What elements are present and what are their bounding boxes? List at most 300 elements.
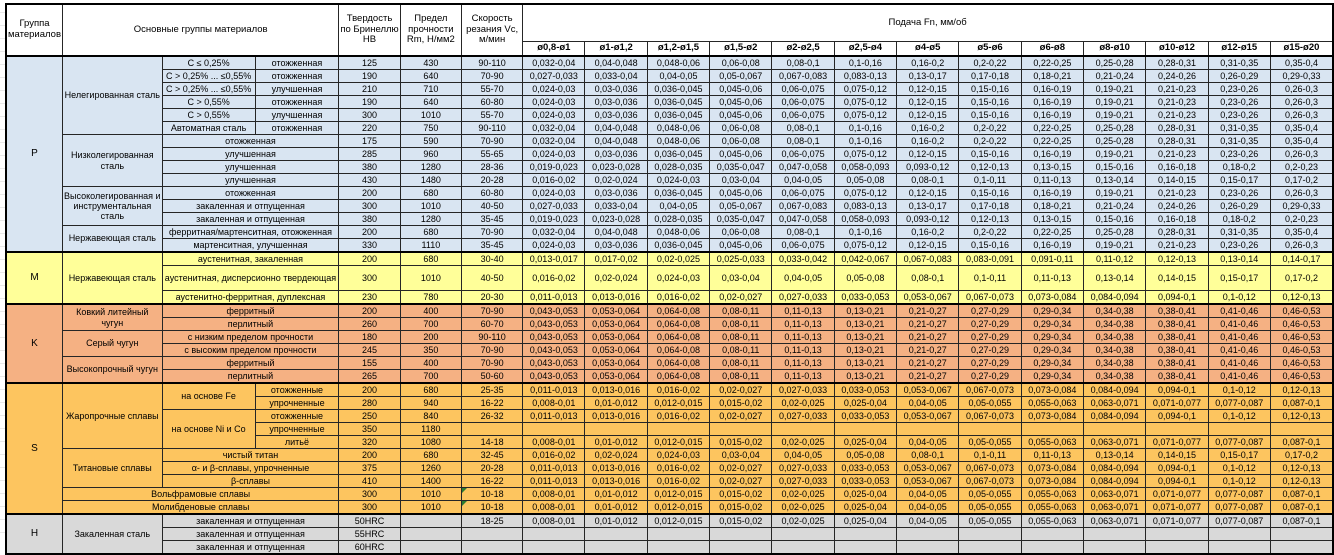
feed-cell[interactable]: 0,053-0,067 [897,462,959,475]
feed-cell[interactable]: 0,011-0,013 [523,291,585,305]
feed-cell[interactable]: 0,13-0,17 [897,200,959,213]
feed-cell[interactable]: 0,011-0,013 [523,475,585,488]
feed-cell[interactable]: 0,045-0,06 [710,148,772,161]
feed-cell[interactable]: 0,25-0,28 [1083,135,1145,148]
feed-cell[interactable]: 0,21-0,23 [1146,96,1208,109]
feed-cell[interactable]: 0,16-0,2 [897,122,959,135]
feed-cell[interactable]: 0,27-0,29 [959,331,1021,344]
feed-cell[interactable]: 0,027-0,033 [772,291,834,305]
feed-cell[interactable]: 0,073-0,084 [1021,462,1083,475]
feed-cell[interactable]: 0,08-0,1 [772,122,834,135]
hb-cell[interactable]: 210 [339,83,400,96]
feed-cell[interactable]: 0,15-0,17 [1208,449,1270,462]
feed-cell[interactable]: 0,23-0,26 [1208,83,1270,96]
feed-cell[interactable]: 0,04-0,048 [585,226,647,239]
state-cell[interactable]: перлитный [162,318,339,331]
feed-cell[interactable]: 0,12-0,15 [897,187,959,200]
feed-cell[interactable]: 0,063-0,071 [1083,436,1145,449]
feed-cell[interactable]: 0,41-0,46 [1208,318,1270,331]
feed-cell[interactable]: 0,26-0,3 [1270,96,1333,109]
feed-cell[interactable]: 0,043-0,053 [523,318,585,331]
vc-cell[interactable]: 90-110 [462,122,523,135]
rm-cell[interactable]: 1110 [400,239,461,253]
state-cell[interactable]: отожженная [162,187,339,200]
feed-cell[interactable]: 0,17-0,2 [1270,266,1333,291]
feed-cell[interactable]: 0,04-0,05 [897,436,959,449]
feed-cell[interactable]: 0,1-0,11 [959,174,1021,187]
hb-cell[interactable]: 200 [339,187,400,200]
feed-cell[interactable]: 0,084-0,094 [1083,462,1145,475]
feed-cell[interactable]: 0,15-0,16 [959,109,1021,122]
diameter-header-cell[interactable]: ø2,5-ø4 [834,42,896,57]
rm-cell[interactable]: 680 [400,449,461,462]
feed-cell[interactable] [1083,423,1145,436]
feed-cell[interactable]: 0,46-0,53 [1270,318,1333,331]
feed-cell[interactable]: 0,27-0,29 [959,344,1021,357]
feed-cell[interactable]: 0,013-0,016 [585,462,647,475]
feed-cell[interactable]: 0,027-0,033 [772,462,834,475]
feed-cell[interactable]: 0,12-0,13 [1146,252,1208,266]
feed-cell[interactable]: 0,26-0,3 [1270,187,1333,200]
feed-cell[interactable]: 0,08-0,11 [710,344,772,357]
vc-cell[interactable] [462,423,523,436]
feed-cell[interactable]: 0,024-0,03 [523,239,585,253]
feed-cell[interactable]: 0,29-0,34 [1021,331,1083,344]
feed-cell[interactable]: 0,015-0,02 [710,436,772,449]
diameter-header-cell[interactable]: ø0,8-ø1 [523,42,585,57]
feed-cell[interactable]: 0,02-0,025 [772,436,834,449]
material-cell[interactable]: Серый чугун [63,331,163,357]
feed-cell[interactable]: 0,067-0,083 [772,200,834,213]
vc-cell[interactable]: 20-30 [462,291,523,305]
state-cell[interactable]: отожженные [255,383,339,397]
feed-cell[interactable]: 0,024-0,03 [647,174,709,187]
feed-cell[interactable]: 0,033-0,04 [585,200,647,213]
feed-cell[interactable]: 0,16-0,19 [1021,109,1083,122]
feed-cell[interactable]: 0,28-0,31 [1146,135,1208,148]
state-cell[interactable]: улучшенная [255,83,339,96]
feed-cell[interactable]: 0,053-0,064 [585,357,647,370]
hb-cell[interactable]: 190 [339,96,400,109]
feed-cell[interactable]: 0,042-0,067 [834,252,896,266]
feed-cell[interactable]: 0,08-0,1 [897,174,959,187]
subtype-cell[interactable]: на основе Ni и Co [162,410,255,449]
feed-cell[interactable]: 0,21-0,24 [1083,70,1145,83]
feed-cell[interactable]: 0,075-0,12 [834,239,896,253]
feed-cell[interactable]: 0,29-0,34 [1021,370,1083,384]
feed-cell[interactable]: 0,04-0,05 [897,488,959,501]
material-cell[interactable]: Низколегированная сталь [63,135,163,187]
feed-cell[interactable]: 0,016-0,02 [647,383,709,397]
vc-cell[interactable]: 70-90 [462,226,523,239]
hb-cell[interactable]: 155 [339,357,400,370]
feed-cell[interactable]: 0,053-0,064 [585,344,647,357]
feed-cell[interactable]: 0,013-0,017 [523,252,585,266]
feed-cell[interactable]: 0,46-0,53 [1270,370,1333,384]
feed-cell[interactable]: 0,12-0,15 [897,96,959,109]
feed-cell[interactable]: 0,14-0,15 [1146,266,1208,291]
feed-cell[interactable]: 0,01-0,012 [585,488,647,501]
hb-cell[interactable]: 380 [339,213,400,226]
feed-cell[interactable]: 0,19-0,21 [1083,148,1145,161]
feed-cell[interactable]: 0,016-0,02 [647,462,709,475]
feed-cell[interactable]: 0,073-0,084 [1021,383,1083,397]
feed-cell[interactable]: 0,071-0,077 [1146,436,1208,449]
subtype-cell[interactable]: C ≤ 0,25% [162,56,255,70]
feed-cell[interactable]: 0,083-0,13 [834,70,896,83]
feed-cell[interactable]: 0,032-0,04 [523,226,585,239]
feed-cell[interactable]: 0,043-0,053 [523,331,585,344]
feed-cell[interactable] [585,423,647,436]
feed-cell[interactable] [772,541,834,555]
feed-cell[interactable]: 0,094-0,1 [1146,475,1208,488]
feed-cell[interactable]: 0,15-0,16 [959,187,1021,200]
hb-cell[interactable]: 245 [339,344,400,357]
hb-cell[interactable]: 280 [339,397,400,410]
feed-cell[interactable]: 0,17-0,18 [959,70,1021,83]
feed-cell[interactable]: 0,15-0,17 [1208,266,1270,291]
feed-cell[interactable]: 0,21-0,23 [1146,187,1208,200]
feed-cell[interactable]: 0,048-0,06 [647,56,709,70]
feed-cell[interactable] [834,528,896,541]
hb-cell[interactable]: 320 [339,436,400,449]
material-cell[interactable]: Нержавеющая сталь [63,252,163,304]
vc-cell[interactable]: 70-90 [462,135,523,148]
group-cell[interactable]: M [6,252,63,304]
feed-cell[interactable]: 0,29-0,34 [1021,357,1083,370]
feed-cell[interactable]: 0,1-0,16 [834,122,896,135]
feed-cell[interactable]: 0,16-0,18 [1146,161,1208,174]
material-cell[interactable]: Ковкий литейный чугун [63,304,163,331]
feed-cell[interactable]: 0,053-0,064 [585,304,647,318]
feed-cell[interactable]: 0,024-0,03 [523,96,585,109]
feed-cell[interactable]: 0,03-0,036 [585,148,647,161]
feed-cell[interactable]: 0,055-0,063 [1021,514,1083,528]
subtype-cell[interactable]: C > 0,25% ... ≤0,55% [162,70,255,83]
feed-cell[interactable]: 0,036-0,045 [647,96,709,109]
vc-cell[interactable]: 50-60 [462,370,523,384]
vc-cell[interactable]: 18-25 [462,514,523,528]
vc-cell[interactable]: 60-80 [462,96,523,109]
feed-cell[interactable]: 0,033-0,053 [834,475,896,488]
feed-cell[interactable]: 0,084-0,094 [1083,291,1145,305]
feed-cell[interactable]: 0,18-0,21 [1021,200,1083,213]
subtype-cell[interactable]: на основе Fe [162,383,255,410]
feed-cell[interactable]: 0,1-0,12 [1208,462,1270,475]
feed-cell[interactable]: 0,03-0,04 [710,266,772,291]
state-cell[interactable]: аустенитная, закаленная [162,252,339,266]
feed-cell[interactable]: 0,16-0,19 [1021,83,1083,96]
vc-cell[interactable]: 90-110 [462,56,523,70]
feed-cell[interactable]: 0,02-0,025 [772,488,834,501]
feed-cell[interactable]: 0,2-0,23 [1270,213,1333,226]
rm-cell[interactable]: 400 [400,304,461,318]
feed-cell[interactable]: 0,03-0,04 [710,174,772,187]
feed-cell[interactable]: 0,084-0,094 [1083,383,1145,397]
feed-cell[interactable]: 0,017-0,02 [585,252,647,266]
rm-cell[interactable] [400,528,461,541]
feed-cell[interactable]: 0,46-0,53 [1270,344,1333,357]
feed-cell[interactable] [710,541,772,555]
feed-cell[interactable]: 0,46-0,53 [1270,357,1333,370]
feed-cell[interactable]: 0,013-0,016 [585,291,647,305]
feed-cell[interactable]: 0,14-0,15 [1146,174,1208,187]
feed-cell[interactable]: 0,16-0,19 [1021,148,1083,161]
state-cell[interactable]: закаленная и отпущенная [162,541,339,555]
hb-cell[interactable]: 300 [339,200,400,213]
feed-cell[interactable]: 0,06-0,08 [710,122,772,135]
feed-cell[interactable]: 0,04-0,05 [647,200,709,213]
vc-cell[interactable]: 90-110 [462,331,523,344]
feed-cell[interactable]: 0,05-0,055 [959,514,1021,528]
feed-cell[interactable]: 0,024-0,03 [523,83,585,96]
feed-cell[interactable] [1021,541,1083,555]
feed-cell[interactable]: 0,34-0,38 [1083,318,1145,331]
diameter-header-cell[interactable]: ø4-ø5 [897,42,959,57]
feed-cell[interactable]: 0,071-0,077 [1146,514,1208,528]
feed-cell[interactable]: 0,055-0,063 [1021,397,1083,410]
feed-cell[interactable]: 0,05-0,055 [959,397,1021,410]
feed-cell[interactable] [1021,423,1083,436]
feed-cell[interactable]: 0,21-0,27 [897,318,959,331]
rm-cell[interactable]: 750 [400,122,461,135]
vc-cell[interactable]: 10-18 [462,488,523,501]
feed-cell[interactable]: 0,05-0,055 [959,436,1021,449]
feed-cell[interactable]: 0,21-0,24 [1083,200,1145,213]
feed-cell[interactable] [523,423,585,436]
feed-cell[interactable]: 0,094-0,1 [1146,383,1208,397]
feed-cell[interactable]: 0,04-0,05 [772,174,834,187]
hb-cell[interactable]: 50HRC [339,514,400,528]
feed-cell[interactable]: 0,01-0,012 [585,501,647,515]
feed-cell[interactable]: 0,15-0,16 [1083,213,1145,226]
feed-cell[interactable]: 0,015-0,02 [710,501,772,515]
vc-cell[interactable]: 70-90 [462,70,523,83]
feed-cell[interactable]: 0,025-0,04 [834,397,896,410]
feed-cell[interactable]: 0,11-0,13 [1021,174,1083,187]
feed-cell[interactable]: 0,055-0,063 [1021,488,1083,501]
feed-cell[interactable]: 0,16-0,2 [897,226,959,239]
hb-cell[interactable]: 220 [339,122,400,135]
feed-cell[interactable]: 0,02-0,027 [710,291,772,305]
vc-cell[interactable]: 55-65 [462,148,523,161]
feed-cell[interactable]: 0,22-0,25 [1021,122,1083,135]
feed-cell[interactable]: 0,22-0,25 [1021,226,1083,239]
feed-cell[interactable]: 0,016-0,02 [647,410,709,423]
feed-cell[interactable]: 0,087-0,1 [1270,514,1333,528]
material-cell[interactable]: Молибденовые сплавы [63,501,339,515]
material-cell[interactable]: Титановые сплавы [63,449,163,488]
feed-cell[interactable]: 0,073-0,084 [1021,475,1083,488]
feed-cell[interactable]: 0,087-0,1 [1270,397,1333,410]
feed-cell[interactable] [1083,528,1145,541]
feed-cell[interactable]: 0,11-0,13 [1021,266,1083,291]
feed-cell[interactable]: 0,16-0,19 [1021,96,1083,109]
feed-cell[interactable]: 0,05-0,08 [834,174,896,187]
feed-cell[interactable]: 0,01-0,012 [585,436,647,449]
material-cell[interactable]: Высокопрочный чугун [63,357,163,384]
feed-cell[interactable]: 0,11-0,13 [772,304,834,318]
feed-cell[interactable]: 0,073-0,084 [1021,291,1083,305]
feed-cell[interactable]: 0,16-0,19 [1021,239,1083,253]
vc-cell[interactable]: 35-45 [462,239,523,253]
feed-cell[interactable]: 0,02-0,025 [647,252,709,266]
feed-cell[interactable]: 0,12-0,13 [1270,383,1333,397]
feed-cell[interactable]: 0,043-0,053 [523,304,585,318]
feed-cell[interactable]: 0,077-0,087 [1208,436,1270,449]
feed-cell[interactable]: 0,17-0,2 [1270,174,1333,187]
hb-cell[interactable]: 285 [339,148,400,161]
feed-cell[interactable]: 0,064-0,08 [647,344,709,357]
feed-cell[interactable]: 0,29-0,34 [1021,304,1083,318]
feed-cell[interactable] [772,528,834,541]
feed-cell[interactable]: 0,058-0,093 [834,213,896,226]
feed-cell[interactable]: 0,11-0,13 [1021,449,1083,462]
feed-cell[interactable]: 0,06-0,08 [710,135,772,148]
feed-cell[interactable]: 0,01-0,012 [585,514,647,528]
feed-cell[interactable]: 0,21-0,27 [897,370,959,384]
feed-cell[interactable] [647,528,709,541]
feed-cell[interactable]: 0,29-0,33 [1270,200,1333,213]
feed-cell[interactable]: 0,1-0,16 [834,135,896,148]
feed-cell[interactable]: 0,2-0,22 [959,226,1021,239]
feed-cell[interactable]: 0,2-0,22 [959,135,1021,148]
feed-cell[interactable]: 0,06-0,075 [772,187,834,200]
hb-cell[interactable]: 375 [339,462,400,475]
feed-cell[interactable]: 0,12-0,13 [1270,410,1333,423]
feed-cell[interactable]: 0,015-0,02 [710,397,772,410]
feed-cell[interactable]: 0,011-0,013 [523,383,585,397]
feed-cell[interactable]: 0,027-0,033 [523,70,585,83]
feed-cell[interactable]: 0,21-0,23 [1146,239,1208,253]
feed-cell[interactable]: 0,25-0,28 [1083,56,1145,70]
feed-cell[interactable]: 0,008-0,01 [523,397,585,410]
feed-cell[interactable]: 0,033-0,053 [834,291,896,305]
rm-cell[interactable]: 700 [400,370,461,384]
feed-cell[interactable]: 0,075-0,12 [834,83,896,96]
feed-cell[interactable]: 0,02-0,027 [710,410,772,423]
feed-cell[interactable] [1146,423,1208,436]
feed-cell[interactable]: 0,058-0,093 [834,161,896,174]
state-cell[interactable]: аустенитная, дисперсионно твердеющая [162,266,339,291]
feed-cell[interactable]: 0,084-0,094 [1083,475,1145,488]
feed-cell[interactable]: 0,013-0,016 [585,410,647,423]
feed-cell[interactable]: 0,28-0,31 [1146,56,1208,70]
subtype-cell[interactable]: C > 0,25% ... ≤0,55% [162,83,255,96]
feed-cell[interactable]: 0,05-0,067 [710,70,772,83]
state-cell[interactable]: улучшенная [255,109,339,122]
feed-cell[interactable]: 0,11-0,13 [772,357,834,370]
rm-cell[interactable]: 1010 [400,266,461,291]
rm-cell[interactable] [400,541,461,555]
feed-cell[interactable]: 0,047-0,058 [772,213,834,226]
feed-cell[interactable]: 0,12-0,13 [1270,475,1333,488]
feed-cell[interactable] [959,528,1021,541]
feed-cell[interactable]: 0,023-0,028 [585,161,647,174]
feed-cell[interactable]: 0,38-0,41 [1146,344,1208,357]
feed-cell[interactable]: 0,34-0,38 [1083,331,1145,344]
feed-cell[interactable]: 0,027-0,033 [772,383,834,397]
feed-cell[interactable]: 0,06-0,075 [772,109,834,122]
vc-cell[interactable]: 25-35 [462,383,523,397]
vc-cell[interactable]: 26-32 [462,410,523,423]
rm-cell[interactable]: 680 [400,252,461,266]
rm-cell[interactable]: 1080 [400,436,461,449]
feed-cell[interactable]: 0,02-0,025 [772,514,834,528]
feed-cell[interactable]: 0,04-0,05 [772,266,834,291]
feed-cell[interactable]: 0,053-0,067 [897,410,959,423]
feed-cell[interactable]: 0,015-0,02 [710,488,772,501]
feed-cell[interactable]: 0,045-0,06 [710,239,772,253]
feed-cell[interactable]: 0,08-0,1 [897,266,959,291]
feed-cell[interactable]: 0,15-0,16 [959,239,1021,253]
feed-cell[interactable] [1208,423,1270,436]
feed-cell[interactable]: 0,093-0,12 [897,161,959,174]
feed-cell[interactable]: 0,12-0,15 [897,83,959,96]
feed-cell[interactable]: 0,025-0,04 [834,436,896,449]
feed-cell[interactable]: 0,036-0,045 [647,83,709,96]
feed-cell[interactable]: 0,34-0,38 [1083,304,1145,318]
vc-cell[interactable]: 20-28 [462,462,523,475]
state-cell[interactable]: отожженная [255,96,339,109]
state-cell[interactable]: отожженная [255,122,339,135]
feed-cell[interactable]: 0,1-0,12 [1208,410,1270,423]
group-cell[interactable]: K [6,304,63,383]
state-cell[interactable]: ферритный [162,357,339,370]
feed-cell[interactable]: 0,025-0,04 [834,501,896,515]
feed-cell[interactable]: 0,067-0,083 [772,70,834,83]
feed-cell[interactable]: 0,043-0,053 [523,344,585,357]
feed-cell[interactable]: 0,38-0,41 [1146,357,1208,370]
rm-cell[interactable]: 1180 [400,423,461,436]
feed-cell[interactable] [1270,528,1333,541]
rm-cell[interactable]: 590 [400,135,461,148]
feed-cell[interactable]: 0,03-0,036 [585,239,647,253]
feed-cell[interactable]: 0,08-0,1 [897,449,959,462]
feed-cell[interactable]: 0,043-0,053 [523,370,585,384]
feed-cell[interactable]: 0,024-0,03 [647,266,709,291]
feed-cell[interactable]: 0,29-0,33 [1270,70,1333,83]
feed-cell[interactable]: 0,025-0,033 [710,252,772,266]
feed-cell[interactable]: 0,008-0,01 [523,436,585,449]
feed-cell[interactable]: 0,077-0,087 [1208,397,1270,410]
hb-cell[interactable]: 200 [339,304,400,318]
feed-cell[interactable]: 0,08-0,1 [772,135,834,148]
feed-cell[interactable]: 0,21-0,27 [897,331,959,344]
feed-cell[interactable]: 0,12-0,15 [897,109,959,122]
feed-cell[interactable]: 0,28-0,31 [1146,122,1208,135]
feed-cell[interactable]: 0,13-0,21 [834,318,896,331]
feed-cell[interactable]: 0,13-0,15 [1021,161,1083,174]
feed-cell[interactable]: 0,29-0,34 [1021,318,1083,331]
feed-cell[interactable]: 0,03-0,036 [585,83,647,96]
feed-cell[interactable]: 0,27-0,29 [959,370,1021,384]
feed-cell[interactable]: 0,19-0,21 [1083,109,1145,122]
feed-cell[interactable]: 0,036-0,045 [647,109,709,122]
feed-cell[interactable] [834,423,896,436]
hb-cell[interactable]: 200 [339,383,400,397]
feed-cell[interactable]: 0,08-0,1 [772,56,834,70]
feed-cell[interactable]: 0,063-0,071 [1083,501,1145,515]
feed-cell[interactable]: 0,02-0,027 [710,383,772,397]
feed-cell[interactable]: 0,06-0,075 [772,83,834,96]
feed-cell[interactable] [585,528,647,541]
feed-cell[interactable]: 0,19-0,21 [1083,239,1145,253]
feed-cell[interactable]: 0,04-0,048 [585,135,647,148]
feed-cell[interactable]: 0,033-0,053 [834,410,896,423]
state-cell[interactable]: улучшенная [162,161,339,174]
feed-cell[interactable]: 0,077-0,087 [1208,514,1270,528]
